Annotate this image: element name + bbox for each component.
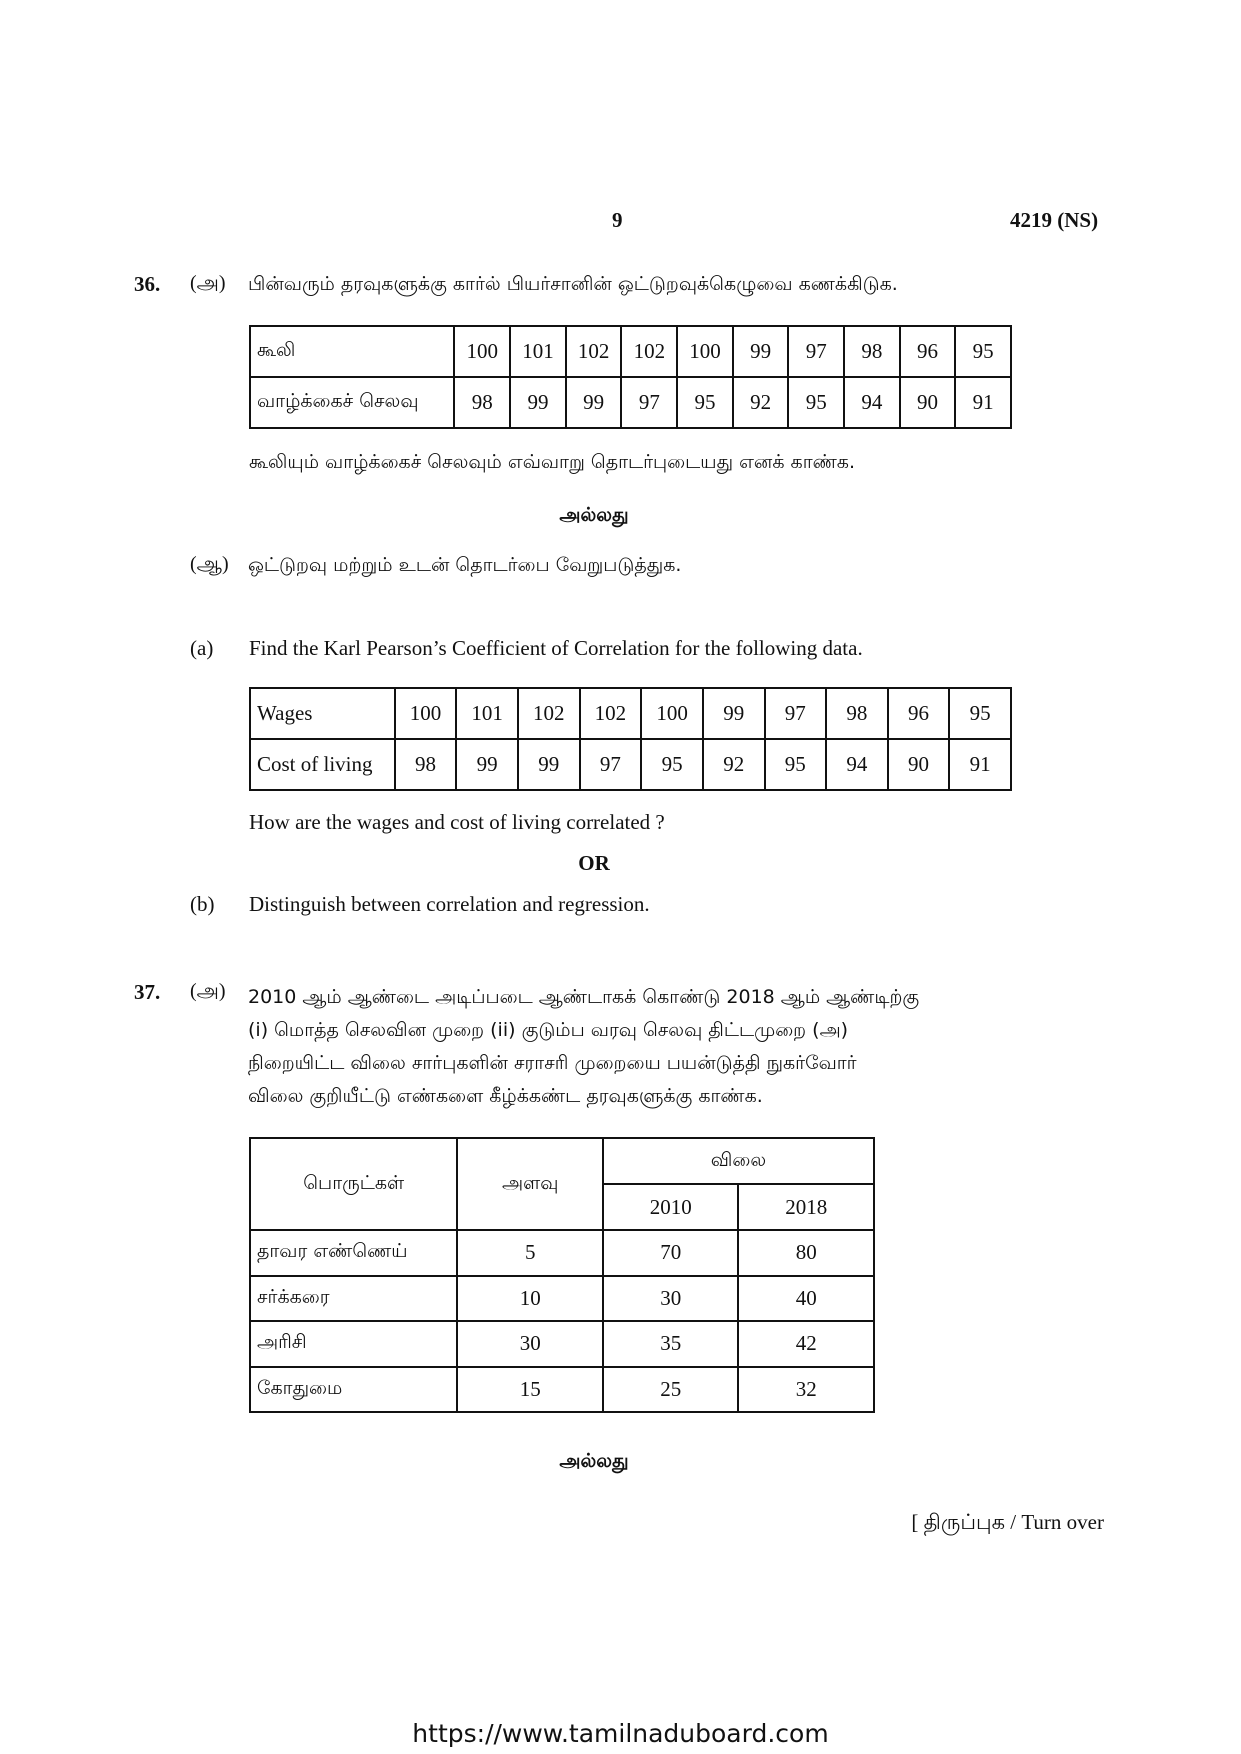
q36-option-b-label-en: (b) bbox=[190, 892, 215, 916]
item-quantity: 5 bbox=[457, 1230, 603, 1276]
table-cell: 94 bbox=[844, 377, 900, 428]
table-cell: 101 bbox=[456, 688, 518, 739]
table-cell: 99 bbox=[456, 739, 518, 790]
table-cell: 99 bbox=[733, 326, 789, 377]
price-2018: 42 bbox=[738, 1321, 874, 1367]
table-cell: 92 bbox=[703, 739, 765, 790]
row-label-wages-ta: கூலி bbox=[250, 326, 454, 377]
item-name: அரிசி bbox=[250, 1321, 457, 1367]
item-quantity: 10 bbox=[457, 1276, 603, 1322]
header-year-2018: 2018 bbox=[738, 1184, 874, 1230]
table-cell: 100 bbox=[454, 326, 510, 377]
text-line: (i) மொத்த செலவின முறை (ii) குடும்ப வரவு செலவு திட்டமுறை (அ) bbox=[248, 1019, 849, 1041]
row-label-cost-ta: வாழ்க்கைச் செலவு bbox=[250, 377, 454, 428]
table-cell: 98 bbox=[395, 739, 457, 790]
row-label-wages: Wages bbox=[250, 688, 395, 739]
table-cell: 96 bbox=[888, 688, 950, 739]
header-items: பொருட்கள் bbox=[250, 1138, 457, 1230]
text-line: 2010 ஆம் ஆண்டை அடிப்படை ஆண்டாகக் கொண்டு 2018 ஆம் ஆண்டிற்கு bbox=[248, 986, 920, 1008]
table-cell: 94 bbox=[826, 739, 888, 790]
table-cell: 100 bbox=[395, 688, 457, 739]
table-header-row bbox=[250, 1138, 874, 1184]
table-cell: 90 bbox=[900, 377, 956, 428]
table-row bbox=[250, 1276, 874, 1322]
table-cell: 91 bbox=[955, 377, 1011, 428]
q36-option-b-text: ஒட்டுறவு மற்றும் உடன் தொடர்பை வேறுபடுத்துக. bbox=[248, 554, 682, 576]
item-quantity: 30 bbox=[457, 1321, 603, 1367]
or-separator-en: OR bbox=[578, 851, 610, 875]
table-row bbox=[250, 739, 1011, 790]
table-cell: 95 bbox=[641, 739, 703, 790]
q36-option-a-followup-en: How are the wages and cost of living correlated ? bbox=[249, 810, 665, 834]
table-cell: 92 bbox=[733, 377, 789, 428]
q36-option-b-text-en: Distinguish between correlation and regression. bbox=[249, 892, 650, 916]
item-name: கோதுமை bbox=[250, 1367, 457, 1413]
header-price: விலை bbox=[603, 1138, 874, 1184]
table-cell: 97 bbox=[580, 739, 642, 790]
price-2010: 70 bbox=[603, 1230, 739, 1276]
price-2010: 30 bbox=[603, 1276, 739, 1322]
table-cell: 99 bbox=[510, 377, 566, 428]
paper-code: 4219 (NS) bbox=[1010, 208, 1099, 232]
table-cell: 102 bbox=[518, 688, 580, 739]
table-cell: 96 bbox=[900, 326, 956, 377]
turn-over-note: [ திருப்புக / Turn over bbox=[911, 1510, 1104, 1534]
header-year-2010: 2010 bbox=[603, 1184, 739, 1230]
question-number-37: 37. bbox=[134, 980, 161, 1004]
table-cell: 99 bbox=[518, 739, 580, 790]
q36-option-a-label: (அ) bbox=[190, 272, 226, 294]
table-cell: 100 bbox=[677, 326, 733, 377]
table-cell: 102 bbox=[566, 326, 622, 377]
item-name: தாவர எண்ணெய் bbox=[250, 1230, 457, 1276]
table-cell: 91 bbox=[949, 739, 1011, 790]
table-cell: 95 bbox=[788, 377, 844, 428]
price-2010: 35 bbox=[603, 1321, 739, 1367]
q36-option-a-label-en: (a) bbox=[190, 636, 214, 660]
table-cell: 98 bbox=[826, 688, 888, 739]
price-2018: 80 bbox=[738, 1230, 874, 1276]
table-cell: 95 bbox=[765, 739, 827, 790]
table-cell: 99 bbox=[566, 377, 622, 428]
table-cell: 98 bbox=[454, 377, 510, 428]
header-quantity: அளவு bbox=[457, 1138, 603, 1230]
table-cell: 97 bbox=[788, 326, 844, 377]
table-cell: 101 bbox=[510, 326, 566, 377]
question-number-36: 36. bbox=[134, 272, 161, 296]
row-label-cost-of-living: Cost of living bbox=[250, 739, 395, 790]
table-cell: 99 bbox=[703, 688, 765, 739]
table-cell: 90 bbox=[888, 739, 950, 790]
text-line: நிறையிட்ட விலை சார்புகளின் சராசரி முறையை பயன்டுத்தி நுகர்வோர் bbox=[248, 1052, 857, 1074]
table-row bbox=[250, 377, 1011, 428]
table-row bbox=[250, 1321, 874, 1367]
table-cell: 97 bbox=[765, 688, 827, 739]
table-cell: 95 bbox=[949, 688, 1011, 739]
or-separator-ta: அல்லது bbox=[559, 504, 629, 526]
q36-option-a-text-en: Find the Karl Pearson’s Coefficient of Correlation for the following data. bbox=[249, 636, 863, 660]
text-line: விலை குறியீட்டு எண்களை கீழ்க்கண்ட தரவுகளுக்கு காண்க. bbox=[248, 1085, 763, 1107]
table-cell: 102 bbox=[621, 326, 677, 377]
table-cell: 100 bbox=[641, 688, 703, 739]
table-row bbox=[250, 688, 1011, 739]
q36-option-a-followup: கூலியும் வாழ்க்கைச் செலவும் எவ்வாறு தொடர்புடையது எனக் காண்க. bbox=[249, 451, 855, 473]
price-2010: 25 bbox=[603, 1367, 739, 1413]
q37-question-text bbox=[248, 981, 1058, 1113]
item-quantity: 15 bbox=[457, 1367, 603, 1413]
q36-option-a-text: பின்வரும் தரவுகளுக்கு கார்ல் பியர்சானின் ஒட்டுறவுக்கெழுவை கணக்கிடுக. bbox=[248, 273, 898, 295]
q37-option-a-label: (அ) bbox=[190, 980, 226, 1002]
table-cell: 98 bbox=[844, 326, 900, 377]
q36-data-table-english bbox=[249, 687, 1012, 791]
table-cell: 102 bbox=[580, 688, 642, 739]
table-cell: 95 bbox=[955, 326, 1011, 377]
price-2018: 32 bbox=[738, 1367, 874, 1413]
table-row bbox=[250, 1367, 874, 1413]
source-url[interactable]: https://www.tamilnaduboard.com bbox=[412, 1719, 829, 1748]
price-2018: 40 bbox=[738, 1276, 874, 1322]
q37-price-table bbox=[249, 1137, 875, 1413]
item-name: சர்க்கரை bbox=[250, 1276, 457, 1322]
q36-option-b-label: (ஆ) bbox=[190, 553, 229, 575]
table-cell: 97 bbox=[621, 377, 677, 428]
table-row bbox=[250, 1230, 874, 1276]
table-cell: 95 bbox=[677, 377, 733, 428]
q36-data-table-tamil bbox=[249, 325, 1012, 429]
table-row bbox=[250, 326, 1011, 377]
or-separator-q37: அல்லது bbox=[559, 1450, 629, 1472]
page-number: 9 bbox=[612, 208, 623, 232]
